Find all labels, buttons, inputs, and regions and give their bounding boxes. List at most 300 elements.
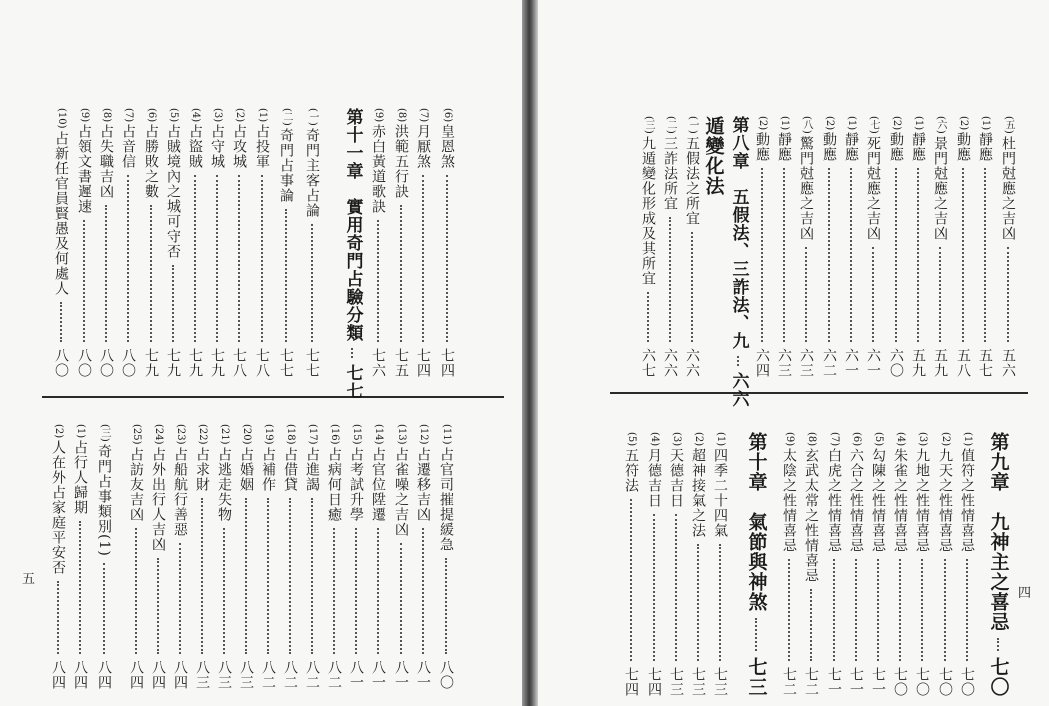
entry-title: 勾陳之性情喜忌 xyxy=(870,448,886,554)
entry-title: 五符法 xyxy=(623,448,639,494)
entry-number: (9) xyxy=(784,432,795,447)
entry-number: (1) xyxy=(257,108,268,123)
page-number: 八四 xyxy=(50,660,66,690)
page-number: 七九 xyxy=(143,348,159,378)
toc-entry xyxy=(96,108,116,378)
page-number: 八四 xyxy=(72,660,88,690)
entry-number: (2) xyxy=(757,116,768,131)
entry-number: (19) xyxy=(263,424,274,445)
entry-number: (11) xyxy=(441,424,452,445)
dot-leader xyxy=(422,175,424,342)
toc-entry xyxy=(868,432,888,697)
dot-leader xyxy=(377,528,379,654)
entry-title: 占音信 xyxy=(120,124,136,170)
entry-number: (2) xyxy=(958,116,969,131)
entry-title: 動應 xyxy=(821,132,837,163)
toc-entry xyxy=(930,116,950,378)
page-number: 八四 xyxy=(96,660,112,690)
entry-title: 赤白黃道歌訣 xyxy=(370,124,386,215)
dot-leader xyxy=(921,559,923,661)
entry-number: (4) xyxy=(190,108,201,123)
page-number: 七一 xyxy=(870,667,886,697)
dot-leader xyxy=(267,498,269,654)
toc-entry xyxy=(302,108,322,378)
entry-title: 玄武太常之性情喜忌 xyxy=(803,448,819,584)
page-number: 七八 xyxy=(254,348,270,378)
entry-number: (7) xyxy=(829,432,840,447)
page-number: 八〇 xyxy=(120,348,136,378)
page-number: 七三 xyxy=(668,667,684,697)
page-number: 七二 xyxy=(803,667,819,697)
page-number: 八一 xyxy=(415,660,431,690)
entry-title: 占官位陞遷 xyxy=(370,446,386,522)
page-number: 七三 xyxy=(712,667,728,697)
dot-leader xyxy=(201,498,203,654)
entry-title: 奇門占事類別(1) xyxy=(96,443,112,557)
entry-title: 洪範五行訣 xyxy=(393,124,409,200)
dot-leader xyxy=(83,220,85,342)
entry-number: (1) xyxy=(913,116,924,131)
entry-title: 靜應 xyxy=(977,132,993,163)
entry-number: (21) xyxy=(219,424,230,445)
toc-entry xyxy=(51,108,71,378)
toc-entry xyxy=(252,108,272,378)
chapter-heading xyxy=(986,432,1010,697)
entry-title: 占失職吉凶 xyxy=(98,124,114,200)
entry-title: 動應 xyxy=(955,132,971,163)
entry-title: 奇門占事論 xyxy=(278,127,294,203)
dot-leader xyxy=(855,559,857,661)
toc-entry xyxy=(229,108,249,378)
dot-leader xyxy=(828,168,830,342)
dot-leader xyxy=(127,175,129,342)
entry-title: 占官司摧提緩急 xyxy=(438,446,454,552)
toc-entry xyxy=(185,108,205,378)
page-number: 六三 xyxy=(798,348,814,378)
dot-leader xyxy=(150,205,152,342)
right-folio: 四 xyxy=(1018,586,1032,601)
page-number: 八四 xyxy=(172,660,188,690)
page-number: 六四 xyxy=(754,348,770,378)
entry-number: (三) xyxy=(643,116,654,134)
chapter-heading xyxy=(744,432,768,697)
page-number: 七四 xyxy=(415,348,431,378)
toc-entry xyxy=(957,432,977,697)
toc-entry xyxy=(436,424,456,690)
entry-number: (6) xyxy=(146,108,157,123)
dot-leader xyxy=(445,558,447,654)
page-number: 六〇 xyxy=(888,348,904,378)
entry-number: (3) xyxy=(212,108,223,123)
dot-leader xyxy=(333,528,335,654)
entry-number: (4) xyxy=(649,432,660,447)
entry-number: (5) xyxy=(168,108,179,123)
entry-number: (8) xyxy=(396,108,407,123)
page-number: 八四 xyxy=(150,660,166,690)
page-number: 七七 xyxy=(342,364,363,400)
dot-leader xyxy=(289,498,291,654)
toc-entry xyxy=(621,432,641,697)
dot-leader xyxy=(60,302,62,342)
dot-leader xyxy=(103,563,105,654)
dot-leader xyxy=(833,559,835,661)
entry-title: 占逃走失物 xyxy=(216,446,232,522)
entry-title: 第十章 氣節與神煞 xyxy=(745,432,768,612)
dot-leader xyxy=(216,175,218,342)
page-number: 七一 xyxy=(826,667,842,697)
entry-number: (3) xyxy=(917,432,928,447)
entry-title: 占勝敗之數 xyxy=(143,124,159,200)
page-number: 八〇 xyxy=(53,348,69,378)
dot-leader xyxy=(805,247,807,342)
toc-entry xyxy=(846,432,866,697)
page-number: 七六 xyxy=(370,348,386,378)
toc-entry xyxy=(48,424,68,690)
entry-title: 超神接氣之法 xyxy=(690,448,706,539)
dot-leader xyxy=(179,543,181,654)
chapter-heading xyxy=(701,116,725,378)
entry-title: 九遁變化形成及其所宜 xyxy=(640,135,656,286)
dot-leader xyxy=(895,168,897,342)
dot-leader xyxy=(653,514,655,661)
page-number: 八〇 xyxy=(98,348,114,378)
dot-leader xyxy=(783,168,785,342)
dot-leader xyxy=(850,168,852,342)
dot-leader xyxy=(997,638,999,651)
entry-number: (7) xyxy=(123,108,134,123)
page-number: 七一 xyxy=(848,667,864,697)
entry-number: (二) xyxy=(665,116,676,134)
entry-title: 靜應 xyxy=(776,132,792,163)
toc-entry xyxy=(368,424,388,690)
dot-leader xyxy=(172,265,174,342)
dot-leader xyxy=(355,528,357,654)
toc-entry xyxy=(819,116,839,378)
entry-title: 占行人歸期 xyxy=(72,440,88,516)
dot-leader xyxy=(630,499,632,661)
dot-leader xyxy=(755,618,757,651)
entry-number: (1) xyxy=(715,432,726,447)
entry-number: (三) xyxy=(99,424,110,442)
toc-entry xyxy=(710,432,730,697)
entry-title: 月厭煞 xyxy=(415,124,431,170)
page-number: 八一 xyxy=(348,660,364,690)
page-number: 七九 xyxy=(165,348,181,378)
page-number: 五六 xyxy=(1000,348,1016,378)
entry-title: 奇門主客占論 xyxy=(304,127,320,218)
page-number: 五九 xyxy=(910,348,926,378)
toc-entry xyxy=(74,108,94,378)
entry-title: 景門尅應之吉凶 xyxy=(932,135,948,241)
chapter-heading xyxy=(726,116,750,408)
entry-number: (5) xyxy=(873,432,884,447)
entry-number: (8) xyxy=(101,108,112,123)
entry-title: 九地之性情喜忌 xyxy=(914,448,930,554)
entry-title: 白虎之性情喜忌 xyxy=(826,448,842,554)
entry-number: (1) xyxy=(846,116,857,131)
dot-leader xyxy=(872,247,874,342)
entry-number: (2) xyxy=(234,108,245,123)
entry-title: 占外出行人吉凶 xyxy=(150,446,166,552)
toc-entry xyxy=(935,432,955,697)
entry-number: (1) xyxy=(75,424,86,439)
entry-title: 太陰之性情喜忌 xyxy=(781,448,797,554)
entry-title: 占借貸 xyxy=(282,446,298,492)
page-number: 七三 xyxy=(690,667,706,697)
entry-title: 占進謁 xyxy=(304,446,320,492)
entry-number: (1) xyxy=(779,116,790,131)
entry-number: (2) xyxy=(891,116,902,131)
toc-entry xyxy=(163,108,183,378)
dot-leader xyxy=(939,247,941,342)
entry-number: (12) xyxy=(418,424,429,445)
dot-leader xyxy=(691,232,693,342)
toc-entry xyxy=(824,432,844,697)
entry-number: (6) xyxy=(851,432,862,447)
toc-entry xyxy=(998,116,1018,378)
toc-entry xyxy=(638,116,658,378)
entry-number: (6) xyxy=(442,108,453,123)
toc-entry xyxy=(207,108,227,378)
toc-entry xyxy=(170,424,190,690)
right-divider-rule xyxy=(610,392,1028,394)
entry-number: (八) xyxy=(801,116,812,134)
toc-entry xyxy=(975,116,995,378)
dot-leader xyxy=(285,209,287,342)
entry-title: 遁變化法 xyxy=(702,116,725,196)
entry-number: (7) xyxy=(418,108,429,123)
entry-number: (2) xyxy=(693,432,704,447)
left-divider-rule xyxy=(42,396,504,398)
toc-entry xyxy=(752,116,772,378)
dot-leader xyxy=(377,220,379,342)
entry-title: 天德吉日 xyxy=(668,448,684,509)
entry-number: (17) xyxy=(307,424,318,445)
entry-number: (13) xyxy=(396,424,407,445)
entry-number: (24) xyxy=(153,424,164,445)
dot-leader xyxy=(57,581,59,654)
entry-number: (14) xyxy=(373,424,384,445)
page-number: 七〇 xyxy=(937,667,953,697)
page-number: 七二 xyxy=(781,667,797,697)
entry-title: 占婚姻 xyxy=(238,446,254,492)
page-number: 八一 xyxy=(393,660,409,690)
entry-title: 第九章 九神主之喜忌 xyxy=(987,432,1010,632)
dot-leader xyxy=(223,528,225,654)
entry-number: (4) xyxy=(895,432,906,447)
dot-leader xyxy=(422,528,424,654)
entry-number: (16) xyxy=(329,424,340,445)
dot-leader xyxy=(944,559,946,661)
toc-entry xyxy=(953,116,973,378)
toc-entry xyxy=(863,116,883,378)
entry-title: 死門尅應之吉凶 xyxy=(865,135,881,241)
toc-entry xyxy=(644,432,664,697)
page-number: 七三 xyxy=(745,657,768,697)
dot-leader xyxy=(261,175,263,342)
toc-entry xyxy=(391,424,411,690)
page-number: 七〇 xyxy=(959,667,975,697)
toc-entry xyxy=(118,108,138,378)
entry-title: 杜門尅應之吉凶 xyxy=(1000,135,1016,241)
dot-leader xyxy=(899,559,901,661)
dot-leader xyxy=(647,292,649,342)
toc-entry xyxy=(236,424,256,690)
dot-leader xyxy=(400,543,402,654)
page-number: 七〇 xyxy=(892,667,908,697)
dot-leader xyxy=(1007,247,1009,342)
entry-number: (六) xyxy=(935,116,946,134)
entry-title: 靜應 xyxy=(910,132,926,163)
entry-title: 靜應 xyxy=(843,132,859,163)
entry-number: (2) xyxy=(824,116,835,131)
toc-entry xyxy=(258,424,278,690)
toc-entry xyxy=(908,116,928,378)
dot-leader xyxy=(105,205,107,342)
entry-number: (2) xyxy=(940,432,951,447)
page-number: 八二 xyxy=(282,660,298,690)
page-number: 七五 xyxy=(393,348,409,378)
page-number: 八一 xyxy=(370,660,386,690)
dot-leader xyxy=(311,498,313,654)
entry-title: 朱雀之性情喜忌 xyxy=(892,448,908,554)
toc-entry xyxy=(779,432,799,697)
entry-number: (1) xyxy=(980,116,991,131)
entry-number: (七) xyxy=(868,116,879,134)
entry-number: (18) xyxy=(285,424,296,445)
entry-number: (二) xyxy=(281,108,292,126)
entry-number: (一) xyxy=(687,116,698,134)
toc-entry xyxy=(841,116,861,378)
page-number: 七〇 xyxy=(987,657,1010,697)
toc-entry xyxy=(126,424,146,690)
toc-entry xyxy=(413,108,433,378)
toc-entry xyxy=(148,424,168,690)
entry-number: (15) xyxy=(351,424,362,445)
book-gutter xyxy=(522,0,538,706)
entry-title: 占船航行善惡 xyxy=(172,446,188,537)
entry-title: 皇恩煞 xyxy=(439,124,455,170)
entry-number: (2) xyxy=(53,424,64,439)
entry-number: (10) xyxy=(56,108,67,129)
toc-entry xyxy=(214,424,234,690)
entry-number: (23) xyxy=(175,424,186,445)
dot-leader xyxy=(135,528,137,654)
toc-entry xyxy=(94,424,114,690)
toc-entry xyxy=(796,116,816,378)
entry-title: 三詐法所宜 xyxy=(662,135,678,211)
toc-entry xyxy=(688,432,708,697)
page-number: 七四 xyxy=(439,348,455,378)
page-number: 七七 xyxy=(304,348,320,378)
page-number: 八三 xyxy=(194,660,210,690)
toc-entry xyxy=(141,108,161,378)
toc-entry xyxy=(280,424,300,690)
dot-leader xyxy=(966,559,968,661)
entry-title: 驚門尅應之吉凶 xyxy=(798,135,814,241)
page-number: 八二 xyxy=(260,660,276,690)
toc-entry xyxy=(70,424,90,690)
dot-leader xyxy=(351,348,353,358)
dot-leader xyxy=(446,175,448,342)
entry-title: 動應 xyxy=(754,132,770,163)
entry-number: (25) xyxy=(131,424,142,445)
entry-title: 五假法之所宜 xyxy=(684,135,700,226)
toc-entry xyxy=(886,116,906,378)
dot-leader xyxy=(675,514,677,661)
entry-number: (3) xyxy=(671,432,682,447)
toc-entry xyxy=(391,108,411,378)
page-number: 八〇 xyxy=(76,348,92,378)
dot-leader xyxy=(962,168,964,342)
page-number: 七九 xyxy=(209,348,225,378)
chapter-heading xyxy=(340,108,364,400)
page-number: 六六 xyxy=(684,348,700,378)
dot-leader xyxy=(737,356,739,366)
entry-title: 值符之性情喜忌 xyxy=(959,448,975,554)
toc-entry xyxy=(890,432,910,697)
entry-number: (五) xyxy=(1003,116,1014,134)
entry-title: 占投軍 xyxy=(254,124,270,170)
toc-entry xyxy=(413,424,433,690)
toc-entry xyxy=(324,424,344,690)
page-number: 六一 xyxy=(865,348,881,378)
entry-title: 占訪友吉凶 xyxy=(128,446,144,522)
dot-leader xyxy=(984,168,986,342)
page-number: 七〇 xyxy=(914,667,930,697)
toc-entry xyxy=(801,432,821,697)
entry-title: 占守城 xyxy=(209,124,225,170)
entry-number: (一) xyxy=(307,108,318,126)
dot-leader xyxy=(194,175,196,342)
dot-leader xyxy=(788,559,790,661)
page-number: 六一 xyxy=(843,348,859,378)
dot-leader xyxy=(917,168,919,342)
page-number: 五八 xyxy=(955,348,971,378)
dot-leader xyxy=(238,175,240,342)
dot-leader xyxy=(311,224,313,342)
page-number: 七八 xyxy=(231,348,247,378)
dot-leader xyxy=(157,558,159,654)
entry-title: 六合之性情喜忌 xyxy=(848,448,864,554)
entry-number: (22) xyxy=(197,424,208,445)
page-number: 七四 xyxy=(623,667,639,697)
page-number: 五七 xyxy=(977,348,993,378)
dot-leader xyxy=(669,217,671,342)
entry-title: 占領文書遲速 xyxy=(76,124,92,215)
toc-entry xyxy=(302,424,322,690)
entry-title: 動應 xyxy=(888,132,904,163)
toc-entry xyxy=(368,108,388,378)
entry-title: 四季二十四氣 xyxy=(712,448,728,539)
dot-leader xyxy=(245,498,247,654)
toc-entry xyxy=(666,432,686,697)
page-number: 六六 xyxy=(662,348,678,378)
entry-title: 占雀噪之吉凶 xyxy=(393,446,409,537)
entry-title: 占考試升學 xyxy=(348,446,364,522)
page-number: 七九 xyxy=(187,348,203,378)
toc-entry xyxy=(682,116,702,378)
entry-title: 占賊境內之城可守否 xyxy=(165,124,181,260)
dot-leader xyxy=(761,168,763,342)
page-number: 八三 xyxy=(216,660,232,690)
entry-title: 占盜賊 xyxy=(187,124,203,170)
page-number: 八〇 xyxy=(438,660,454,690)
toc-entry xyxy=(660,116,680,378)
dot-leader xyxy=(697,544,699,661)
dot-leader xyxy=(719,544,721,661)
entry-title: 占補作 xyxy=(260,446,276,492)
